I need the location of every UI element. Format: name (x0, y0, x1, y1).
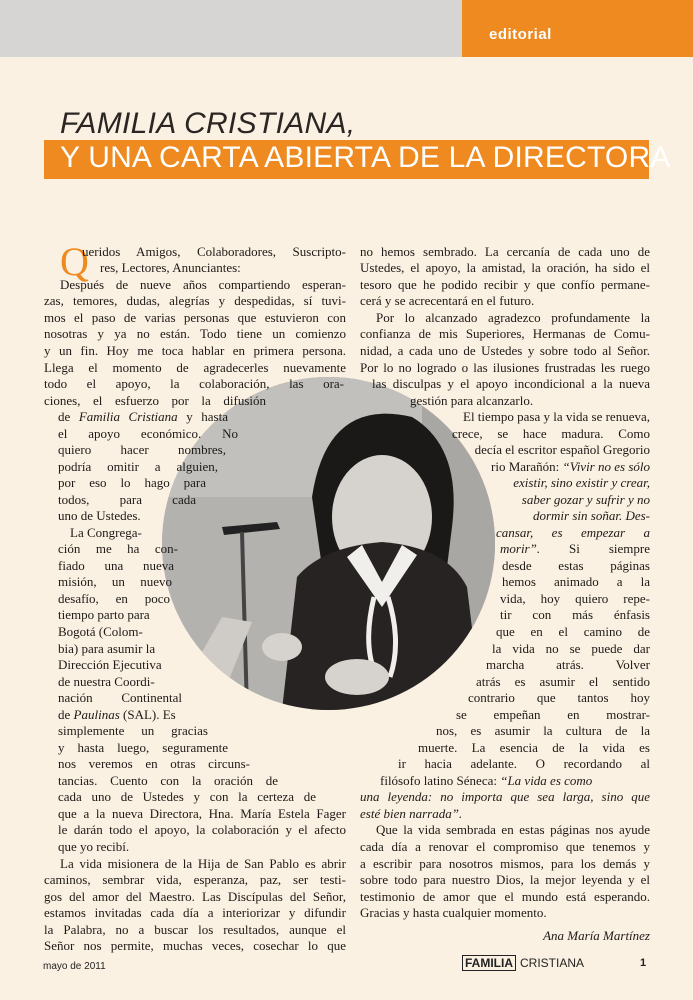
text-line: confianza de mis Superiores, Hermanas de Comu- (360, 326, 650, 341)
text-line: nación Continental (58, 690, 182, 705)
text-line: no hemos sembrado. La cercanía de cada uno de (360, 244, 650, 259)
text-line: que en el camino de (496, 624, 650, 639)
text-line: simplemente un gracias (58, 723, 208, 738)
text-line: quiero hacer nombres, (58, 442, 226, 457)
text-line: zas, temores, dudas, alegrías y despedidas, sí tuvi- (44, 293, 346, 308)
text-line: Ustedes, el apoyo, la amistad, la oración, ha sido el (360, 260, 650, 275)
text-line: cerá y se acrecentará en el futuro. (360, 293, 535, 308)
text-line: ueridos Amigos, Colaboradores, Suscripto- (82, 244, 346, 259)
text-line: ción me ha con- (58, 541, 178, 556)
text-line: por eso lo hago para (58, 475, 206, 490)
magazine-brand (462, 956, 584, 970)
text-line: uno de Ustedes. (58, 508, 141, 523)
text-line: que yo recibí. (58, 839, 130, 854)
text-line: El tiempo pasa y la vida se renueva, (463, 409, 650, 424)
text-line: se empeñan en mostrar- (456, 707, 650, 722)
text-line: Dirección Ejecutiva (58, 657, 162, 672)
text-line: Que la vida sembrada en estas páginas nos ayude (376, 822, 650, 837)
text-line: mos el paso de varias personas que estuvieron con (44, 310, 346, 325)
brand-word: CRISTIANA (520, 956, 585, 970)
text-line: hemos animado a la (502, 574, 650, 589)
text-line: una leyenda: no importa que sea larga, sino que (360, 789, 650, 804)
text-line: ir hacia adelante. O recordando al (398, 756, 650, 771)
text-line: de Familia Cristiana y hasta (58, 409, 228, 424)
text-line: estamos invitadas cada día a interiorizar y difundir (44, 905, 346, 920)
text-line: y hasta luego, seguramente (58, 740, 228, 755)
text-line: Bogotá (Colom- (58, 624, 143, 639)
text-line: contrario que tantos hoy (468, 690, 650, 705)
text-line: testimonio de amor que el mundo está esperando. (360, 889, 650, 904)
text-line: Señor nos permite, muchas veces, cosechar lo que (44, 938, 346, 953)
text-line: bia) para asumir la (58, 641, 156, 656)
text-line: todos, para cada (58, 492, 196, 507)
text-line: Gracias y hasta cualquier momento. (360, 905, 547, 920)
text-line: nos veremos en otras circuns- (58, 756, 250, 771)
text-line: filósofo latino Séneca: “La vida es como (380, 773, 593, 788)
page-number: 1 (640, 957, 647, 969)
text-line: podría omitir a alguien, (58, 459, 218, 474)
text-line: las disculpas y el apoyo incondicional a la nueva (372, 376, 650, 391)
text-line: esté bien narrada”. (360, 806, 463, 821)
text-line: Después de nueve años compartiendo esperan- (60, 277, 346, 292)
text-line: nidad, a cada uno de Ustedes y sobre todo al Señor. (360, 343, 650, 358)
page-title-line-2: Y UNA CARTA ABIERTA DE LA DIRECTORA (60, 141, 671, 174)
text-line: desafío, en poco (58, 591, 170, 606)
text-line: tancias. Cuento con la oración de (58, 773, 278, 788)
text-line: res, Lectores, Anunciantes: (100, 260, 241, 275)
text-line: vida, hoy quiero repe- (500, 591, 650, 606)
text-line: tesoro que he podido recibir y que confío permane- (360, 277, 650, 292)
text-line: gestión para alcanzarlo. (410, 393, 534, 408)
text-line: Por lo no logrado o las ilusiones frustradas les ruego (360, 360, 650, 375)
text-line: muerte. La esencia de la vida es (418, 740, 650, 755)
text-line: crece, se hace madura. Como (452, 426, 650, 441)
text-line: el apoyo económico. No (58, 426, 238, 441)
text-line: La vida misionera de la Hija de San Pablo es abrir (60, 856, 346, 871)
section-label: editorial (462, 0, 693, 57)
text-line: atrás es asumir el sentido (476, 674, 650, 689)
text-line: rio Marañón: “Vivir no es sólo (491, 459, 650, 474)
text-line: tir con más énfasis (500, 607, 650, 622)
page-title-line-1: FAMILIA CRISTIANA, (60, 107, 356, 140)
text-line: la vida no se puede dar (492, 641, 650, 656)
text-line: Llega el momento de agradecerles nuevamente (44, 360, 346, 375)
text-line: a escribir para nosotros mismos, para los demás y (360, 856, 650, 871)
text-line: y un fin. Hoy me toca hablar en primera persona. (44, 343, 346, 358)
issue-date: mayo de 2011 (43, 961, 106, 972)
text-line: de Paulinas (SAL). Es (58, 707, 176, 722)
text-line: caminos, sembrar vida, esperanza, paz, ser testi- (44, 872, 346, 887)
text-line: Por lo alcanzado agradezco profundamente la (376, 310, 650, 325)
text-line: de nuestra Coordi- (58, 674, 155, 689)
text-line: nos, es asumir la cultura de la (436, 723, 650, 738)
text-line: existir, sino existir y crear, (513, 475, 650, 490)
text-line: cansar, es empezar a (496, 525, 650, 540)
text-line: fiado una nueva (58, 558, 174, 573)
text-line: marcha atrás. Volver (486, 657, 650, 672)
drop-cap: Q (60, 239, 89, 284)
text-line: que a la nueva Directora, Hna. María Estela Fager (58, 806, 346, 821)
text-line: dormir sin soñar. Des- (532, 508, 650, 523)
text-line: cada uno de Ustedes y con la certeza de (58, 789, 316, 804)
text-line: sobre todo para nuestro Dios, la mejor leyenda y el (360, 872, 650, 887)
text-line: cada día a renovar el compromiso que tenemos y (360, 839, 650, 854)
text-line: desde estas páginas (502, 558, 650, 573)
text-line: misión, un nuevo (58, 574, 172, 589)
text-line: morir”. Si siempre (500, 541, 650, 556)
text-line: todo el apoyo, la colaboración, las ora- (44, 376, 344, 391)
text-line: gos del amor del Maestro. Las Discípulas del Señor, (44, 889, 346, 904)
author-signature: Ana María Martínez (543, 928, 650, 943)
text-line: la Palabra, no a buscar los resultados, aunque el (44, 922, 346, 937)
brand-boxed-word: FAMILIA (462, 955, 516, 971)
text-line: decía el escritor español Gregorio (474, 442, 650, 457)
text-line: le darán todo el apoyo, la colaboración y el afecto (58, 822, 346, 837)
text-line: La Congrega- (70, 525, 142, 540)
text-line: nosotras y ya no están. Todo tiene un comienzo (44, 326, 346, 341)
text-line: ciones, el esfuerzo por la difusión (44, 393, 266, 408)
text-line: tiempo parto para (58, 607, 150, 622)
text-line: saber gozar y sufrir y no (521, 492, 650, 507)
